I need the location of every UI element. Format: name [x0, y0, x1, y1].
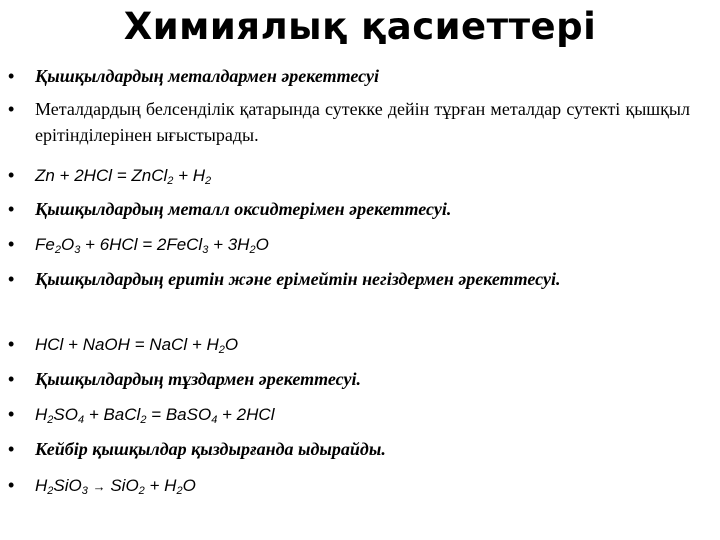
list-item: [8, 231, 690, 258]
list-item: [8, 401, 690, 428]
list-item: [8, 96, 690, 148]
list-item: [8, 331, 690, 358]
reaction-arrow-icon: →: [92, 479, 106, 494]
list-item: [8, 162, 690, 189]
list-item: [8, 196, 690, 222]
formula-sulfuric-acid-reaction: $H_2SO_4$ + BaCl$_2$ = BaSO$_4$ + 2HCl: [35, 405, 275, 426]
list-item: [8, 436, 690, 462]
slide-title: Химиялық қасиеттері: [123, 5, 597, 48]
bullet-icon: •: [8, 404, 15, 424]
bullet-icon: •: [8, 199, 15, 219]
item-heading-bases: Қышқылдардың еритін және ерімейтін негіздермен әрекеттесуі.: [35, 269, 561, 289]
bullet-icon: •: [8, 234, 15, 254]
bullet-icon: •: [8, 475, 15, 495]
item-heading-salts: Қышқылдардың тұздармен әрекеттесуі.: [35, 369, 361, 389]
list-item: [8, 63, 690, 89]
bullet-icon: •: [8, 99, 15, 119]
bullet-icon: •: [8, 334, 15, 354]
item-description-activity-series: Металдардың белсенділік қатарында сутекке дейін тұрған металдар сутекті қышқыл ерітінділерінен ығыстырады.: [35, 99, 690, 145]
bullet-icon: •: [8, 369, 15, 389]
list-item: [8, 366, 690, 392]
bullet-icon: •: [8, 66, 15, 86]
formula-silicic-acid-decomposition: $H_2SiO_3 \to SiO_2 + H_2O$: [35, 476, 196, 497]
bullet-icon: •: [8, 269, 15, 289]
formula-zinc-reaction: Zn + 2HCl = ZnCl$_2$ + $H_2$: [35, 166, 212, 187]
item-heading-metals: Қышқылдардың металдармен әрекеттесуі: [35, 66, 380, 86]
list-item: [8, 266, 690, 292]
formula-iron-oxide-reaction: $Fe_2O_3 + 6HCl$ = 2FeCl$_3$ + $3H_2O$: [35, 235, 269, 256]
formula-neutralization-reaction: HCl + NaOH = NaCl + $H_2O$: [35, 335, 239, 356]
item-heading-decomposition: Кейбір қышқылдар қыздырғанда ыдырайды.: [35, 439, 386, 459]
list-item: [8, 472, 690, 500]
bullet-icon: •: [8, 439, 15, 459]
bullet-icon: •: [8, 165, 15, 185]
item-heading-oxides: Қышқылдардың металл оксидтерімен әрекеттесуі.: [35, 199, 452, 219]
